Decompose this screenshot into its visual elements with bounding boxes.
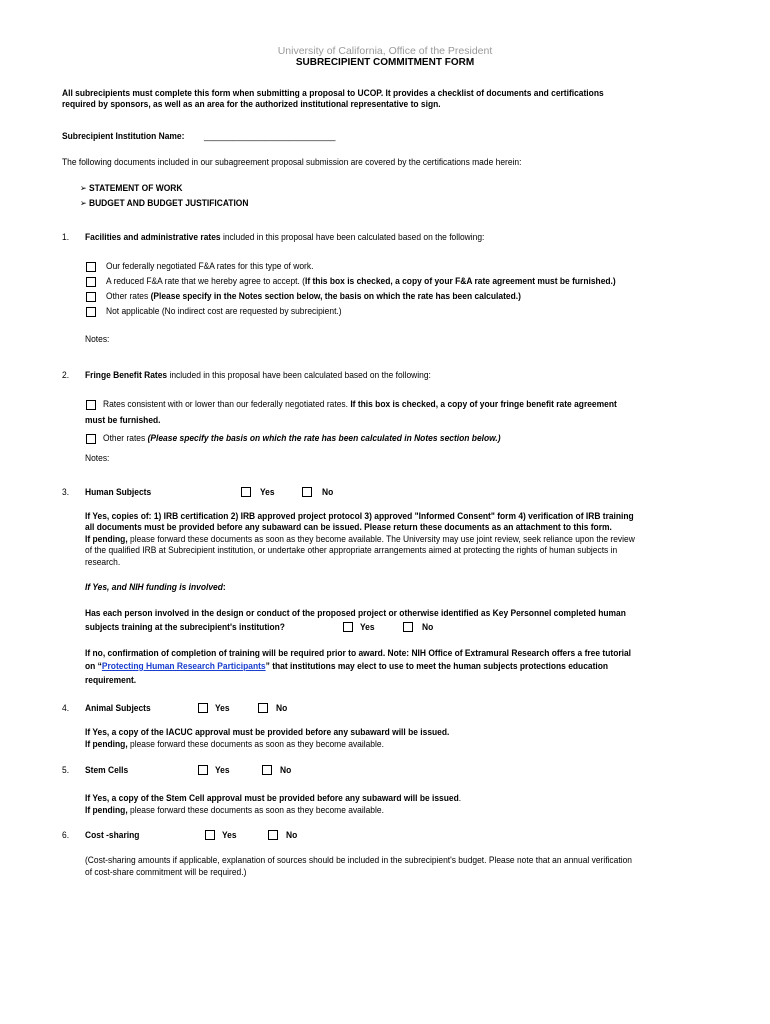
fringe-negotiated-note-cont: must be furnished. bbox=[85, 415, 161, 426]
fa-reduced-checkbox[interactable] bbox=[86, 277, 96, 287]
animal-yes-checkbox[interactable] bbox=[198, 703, 208, 713]
intro-line-1: All subrecipients must complete this form when submitting a proposal to UCOP. It provides a checklist of documents and certifications bbox=[62, 88, 604, 99]
stem-note-period: . bbox=[458, 793, 462, 804]
section-6-title: Cost -sharing bbox=[85, 830, 140, 841]
nih-heading-text: If Yes, and NIH funding is involved bbox=[85, 582, 223, 593]
stem-pending-label: If pending, bbox=[85, 805, 128, 816]
institution-label: Subrecipient Institution Name: bbox=[62, 131, 185, 142]
doc-item-label: STATEMENT OF WORK bbox=[88, 183, 183, 194]
fa-other-label bbox=[106, 291, 521, 303]
stem-yes-checkbox[interactable] bbox=[198, 765, 208, 775]
section-1-title: Facilities and administrative rates bbox=[85, 232, 221, 243]
fringe-other-checkbox[interactable] bbox=[86, 434, 96, 444]
fa-na-label: Not applicable (No indirect cost are requested by subrecipient.) bbox=[106, 306, 342, 317]
stem-note-text: If Yes, a copy of the Stem Cell approval must be provided before any subaward will be issued bbox=[85, 793, 459, 804]
stem-no-checkbox[interactable] bbox=[262, 765, 272, 775]
section-2-number: 2. bbox=[62, 370, 70, 381]
animal-no-checkbox[interactable] bbox=[258, 703, 268, 713]
training-yes-label: Yes bbox=[360, 622, 375, 633]
form-title: SUBRECIPIENT COMMITMENT FORM bbox=[295, 57, 475, 68]
fa-reduced-text: A reduced F&A rate that we hereby agree to accept. ( bbox=[106, 276, 305, 287]
institution-name-field[interactable]: ____________________________ bbox=[204, 131, 336, 142]
intro-line-2: required by sponsors, as well as an area for the authorized institutional representative to sign. bbox=[62, 99, 441, 110]
stem-note-line-1 bbox=[85, 793, 461, 805]
training-note-line-1: If no, confirmation of completion of training will be required prior to award. Note: NIH Office of Extramural Research offers a free tutorial bbox=[85, 648, 632, 659]
fa-other-note: (Please specify in the Notes section below, the basis on which the rate has been calculated.) bbox=[150, 291, 521, 302]
protecting-participants-link[interactable]: Protecting Human Research Participants bbox=[101, 661, 266, 672]
animal-pending-label: If pending, bbox=[85, 739, 128, 750]
section-4-number: 4. bbox=[62, 703, 70, 714]
animal-pending-text: please forward these documents as soon as they become available. bbox=[127, 739, 384, 750]
arrow-bullet-icon: ➢ bbox=[80, 199, 87, 209]
fringe-other-label bbox=[103, 433, 501, 445]
fa-negotiated-label: Our federally negotiated F&A rates for this type of work. bbox=[106, 261, 314, 272]
nih-heading bbox=[85, 582, 226, 594]
hs-req-line-4: of the qualified IRB at Subrecipient institution, or undertake other appropriate arrangements aimed at protecting the rights of human subjects in bbox=[85, 545, 618, 556]
section-1-heading bbox=[85, 232, 484, 244]
animal-yes-label: Yes bbox=[215, 703, 230, 714]
training-note-line-3: requirement. bbox=[85, 675, 137, 686]
fringe-negotiated-checkbox[interactable] bbox=[86, 400, 96, 410]
doc-item-statement-of-work bbox=[80, 183, 182, 195]
training-no-checkbox[interactable] bbox=[403, 622, 413, 632]
section-2-notes: Notes: bbox=[85, 453, 110, 464]
section-2-title: Fringe Benefit Rates bbox=[85, 370, 168, 381]
fringe-other-text: Other rates bbox=[103, 433, 148, 444]
fringe-negotiated-label bbox=[103, 399, 617, 411]
training-no-label: No bbox=[422, 622, 434, 633]
section-5-title: Stem Cells bbox=[85, 765, 129, 776]
fa-reduced-note: If this box is checked, a copy of your F&A rate agreement must be furnished.) bbox=[304, 276, 616, 287]
fringe-negotiated-text: Rates consistent with or lower than our federally negotiated rates. bbox=[103, 399, 351, 410]
section-2-heading bbox=[85, 370, 431, 382]
human-subjects-no-checkbox[interactable] bbox=[302, 487, 312, 497]
cost-sharing-yes-checkbox[interactable] bbox=[205, 830, 215, 840]
section-6-number: 6. bbox=[62, 830, 70, 841]
arrow-bullet-icon: ➢ bbox=[80, 184, 87, 194]
human-subjects-no-label: No bbox=[322, 487, 334, 498]
fa-reduced-label bbox=[106, 276, 616, 288]
training-note-line-2 bbox=[85, 661, 608, 673]
hs-pending-text: please forward these documents as soon as they become available. The University may use joint review, seek reliance upon the review bbox=[127, 534, 635, 545]
animal-no-label: No bbox=[276, 703, 288, 714]
section-2-rest: included in this proposal have been calculated based on the following: bbox=[167, 370, 431, 381]
documents-intro: The following documents included in our subagreement proposal submission are covered by the certifications made herein: bbox=[62, 157, 522, 168]
animal-note-line-1: If Yes, a copy of the IACUC approval must be provided before any subaward will be issued. bbox=[85, 727, 450, 738]
fa-negotiated-checkbox[interactable] bbox=[86, 262, 96, 272]
training-question-line-1: Has each person involved in the design or conduct of the proposed project or otherwise identified as Key Personnel completed human bbox=[85, 608, 626, 619]
hs-pending-label: If pending, bbox=[85, 534, 128, 545]
section-5-number: 5. bbox=[62, 765, 70, 776]
cost-sharing-yes-label: Yes bbox=[222, 830, 237, 841]
training-question-line-2: subjects training at the subrecipient's institution? bbox=[85, 622, 285, 633]
human-subjects-yes-label: Yes bbox=[260, 487, 275, 498]
section-4-title: Animal Subjects bbox=[85, 703, 151, 714]
training-note-prefix: on “ bbox=[85, 661, 102, 672]
doc-item-label: BUDGET AND BUDGET JUSTIFICATION bbox=[88, 198, 249, 209]
hs-req-line-5: research. bbox=[85, 557, 121, 568]
section-1-rest: included in this proposal have been calculated based on the following: bbox=[220, 232, 485, 243]
doc-item-budget bbox=[80, 198, 248, 210]
nih-heading-colon: : bbox=[222, 582, 226, 593]
hs-req-line-1: If Yes, copies of: 1) IRB certification 2) IRB approved project protocol 3) approved "Informed Consent" form 4) verification of IRB training bbox=[85, 511, 634, 522]
section-3-number: 3. bbox=[62, 487, 70, 498]
cost-sharing-note-line-2: of cost-share commitment will be required.) bbox=[85, 867, 247, 878]
fa-other-checkbox[interactable] bbox=[86, 292, 96, 302]
hs-req-line-2: all documents must be provided before any subaward can be issued. Please return these documents as an attachment to this form. bbox=[85, 522, 612, 533]
section-1-notes: Notes: bbox=[85, 334, 110, 345]
fringe-other-note: (Please specify the basis on which the rate has been calculated in Notes section below.) bbox=[147, 433, 501, 444]
fringe-negotiated-note: If this box is checked, a copy of your fringe benefit rate agreement bbox=[350, 399, 617, 410]
animal-note-line-2 bbox=[85, 739, 384, 751]
stem-no-label: No bbox=[280, 765, 292, 776]
training-note-suffix: ” that institutions may elect to use to meet the human subjects protections education bbox=[265, 661, 609, 672]
cost-sharing-note-line-1: (Cost-sharing amounts if applicable, explanation of sources should be included in the subrecipient's budget. Please note that an annual verification bbox=[85, 855, 632, 866]
org-name: University of California, Office of the President bbox=[277, 45, 493, 57]
training-yes-checkbox[interactable] bbox=[343, 622, 353, 632]
cost-sharing-no-checkbox[interactable] bbox=[268, 830, 278, 840]
fa-na-checkbox[interactable] bbox=[86, 307, 96, 317]
human-subjects-yes-checkbox[interactable] bbox=[241, 487, 251, 497]
stem-pending-text: please forward these documents as soon as they become available. bbox=[127, 805, 384, 816]
fa-other-text: Other rates bbox=[106, 291, 151, 302]
stem-note-line-2 bbox=[85, 805, 384, 817]
section-3-title: Human Subjects bbox=[85, 487, 152, 498]
stem-yes-label: Yes bbox=[215, 765, 230, 776]
section-1-number: 1. bbox=[62, 232, 70, 243]
cost-sharing-no-label: No bbox=[286, 830, 298, 841]
